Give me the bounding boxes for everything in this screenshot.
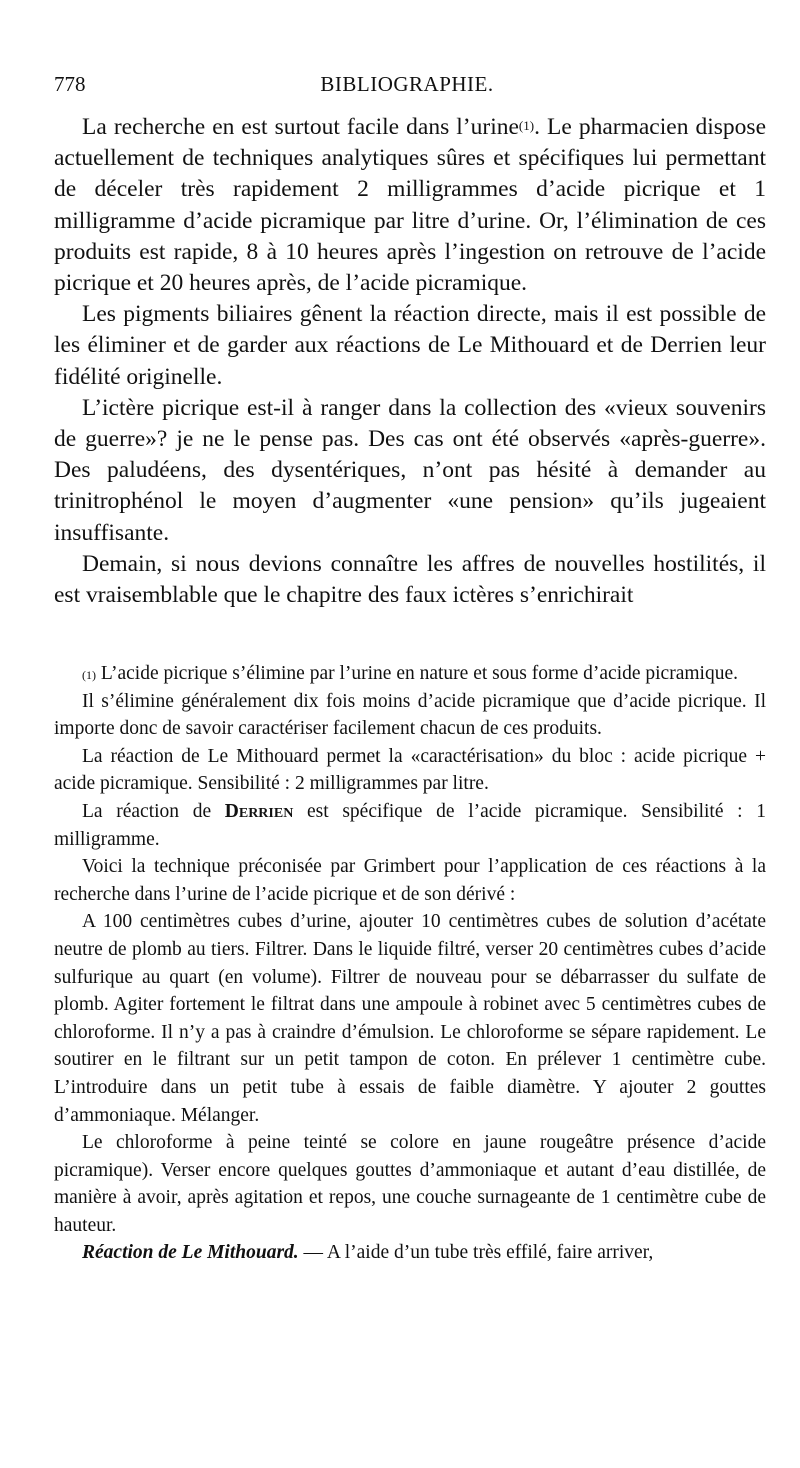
paragraph-1-part-b: . Le pharmacien dispose actuellement de techniques analytiques sûres et spécifiques lui permettant de déceler très rapidement 2 milligrammes d’acide picrique et 1 milligramme d’acide picramique par litre d’urine. Or, l’élimination de ces produits est rapide, 8 à 10 heures après l’ingestion on retrouve de l’acide picrique et 20 heures après, de l’acide picramique. bbox=[54, 114, 766, 297]
footnotes bbox=[54, 660, 766, 1267]
footnote-paragraph-8-text: — A l’aide d’un tube très effilé, faire arriver, bbox=[298, 1242, 654, 1264]
section-heading-le-mithouard: Réaction de Le Mithouard. bbox=[82, 1242, 299, 1264]
paragraph-4: Demain, si nous devions connaître les affres de nouvelles hostilités, il est vraisemblable que le chapitre des faux ictères s’enrichirait bbox=[54, 550, 766, 609]
footnote-paragraph-4-part-a: La réaction de bbox=[82, 800, 225, 822]
page-header bbox=[54, 72, 760, 102]
footnote-paragraph-8 bbox=[54, 1239, 766, 1267]
footnote-mark: (1) bbox=[82, 668, 96, 682]
footnote-paragraph-6: A 100 centimètres cubes d’urine, ajouter 10 centimètres cubes de solution d’acétate neutre de plomb au tiers. Filtrer. Dans le liquide filtré, verser 20 centimètres cubes d’acide sulfurique au quart (en volume). Filtrer de nouveau pour se débarrasser du sulfate de plomb. Agiter fortement le filtrat dans une ampoule à robinet avec 5 centimètres cubes de chloroforme. Il n’y a pas à craindre d’émulsion. Le chloroforme se sépare rapidement. Le soutirer en le filtrant sur un petit tampon de coton. En prélever 1 centimètre cube. L’introduire dans un petit tube à essais de faible diamètre. Y ajouter 2 gouttes d’ammoniaque. Mélanger. bbox=[54, 911, 766, 1126]
running-title: BIBLIOGRAPHIE. bbox=[320, 72, 494, 96]
footnote-1-text: L’acide picrique s’élimine par l’urine en nature et sous forme d’acide picramique. bbox=[100, 663, 738, 684]
footnote-paragraph-2: Il s’élimine généralement dix fois moins d’acide picramique que d’acide picrique. Il importe donc de savoir caractériser facilement chacun de ces produits. bbox=[54, 690, 766, 740]
author-name-derrien: Derrien bbox=[224, 800, 294, 822]
footnote-paragraph-3: La réaction de Le Mithouard permet la «caractérisation» du bloc : acide picrique + acide picramique. Sensibilité : 2 milligrammes par litre. bbox=[54, 745, 766, 795]
footnote-1 bbox=[54, 660, 766, 688]
footnote-paragraph-4-part-b: est spécifique de l’acide picramique. Sensibilité : 1 milligramme. bbox=[54, 800, 766, 850]
footnote-paragraph-5: Voici la technique préconisée par Grimbert pour l’application de ces réactions à la recherche dans l’urine de l’acide picrique et de son dérivé : bbox=[54, 856, 766, 905]
paragraph-1 bbox=[54, 112, 766, 299]
footnote-reference: (1) bbox=[518, 118, 535, 133]
footnote-paragraph-4 bbox=[54, 798, 766, 853]
paragraph-1-part-a: La recherche en est surtout facile dans l’urine bbox=[82, 114, 519, 140]
page-number: 778 bbox=[54, 72, 86, 96]
main-text bbox=[54, 112, 766, 611]
paragraph-2: Les pigments biliaires gênent la réaction directe, mais il est possible de les éliminer et de garder aux réactions de Le Mithouard et de Derrien leur fidélité originelle. bbox=[54, 301, 766, 390]
paragraph-3: L’ictère picrique est-il à ranger dans la collection des «vieux souvenirs de guerre»? je ne le pense pas. Des cas ont été observés «après-guerre». Des paludéens, des dysentériques, n’ont pas hésité à demander au trinitrophénol le moyen d’augmenter «une pension» qu’ils jugeaient insuffisante. bbox=[54, 394, 766, 546]
footnote-paragraph-7: Le chloroforme à peine teinté se colore en jaune rougeâtre présence d’acide picramique). Verser encore quelques gouttes d’ammoniaque et autant d’eau distillée, de manière à avoir, après agitation et repos, une couche surnageante de 1 centimètre cube de hauteur. bbox=[54, 1132, 766, 1236]
